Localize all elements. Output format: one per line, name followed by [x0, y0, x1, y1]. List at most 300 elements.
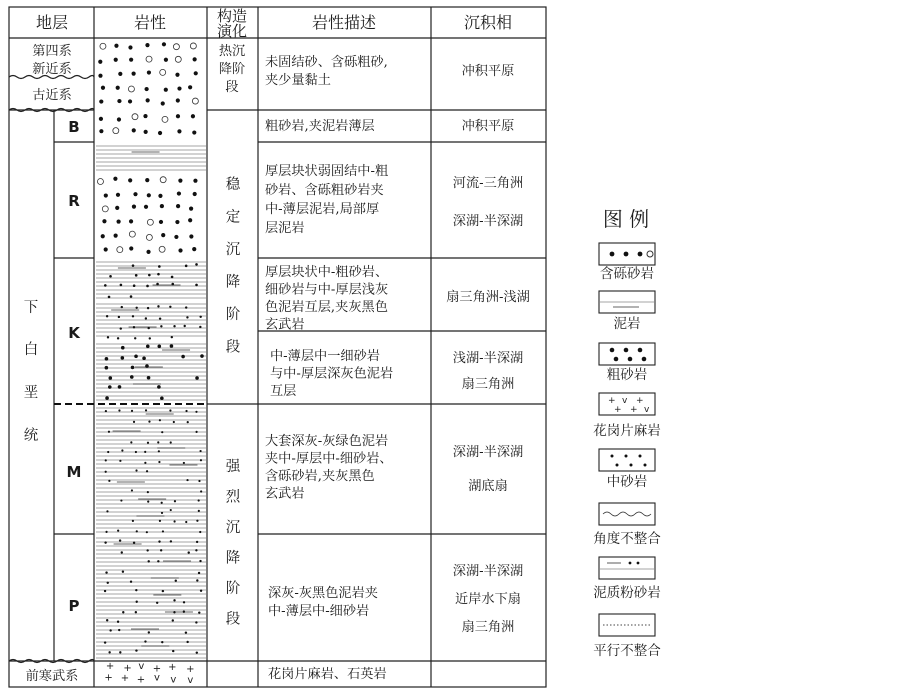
- grain-mark: [199, 326, 201, 328]
- pebble-mark: [160, 69, 166, 75]
- grain-mark: [108, 431, 110, 433]
- grain-mark: [117, 99, 121, 103]
- grain-mark: [160, 396, 164, 400]
- grain-mark: [174, 520, 176, 522]
- grain-mark: [105, 410, 107, 412]
- grain-mark: [146, 250, 150, 254]
- description-line: 玄武岩: [265, 317, 305, 333]
- grain-mark: [189, 234, 193, 238]
- grain-mark: [169, 409, 171, 411]
- legend-grain: [642, 357, 647, 362]
- grain-mark: [118, 316, 120, 318]
- grain-mark: [104, 247, 108, 251]
- description-line: 厚层块状弱固结中-粗: [265, 164, 389, 179]
- grain-mark: [132, 205, 136, 209]
- grain-mark: [196, 651, 198, 653]
- stage-stable: [226, 176, 241, 356]
- grain-mark: [195, 411, 197, 413]
- grain-mark: [176, 114, 180, 118]
- grain-mark: [105, 531, 107, 533]
- grain-mark: [196, 520, 198, 522]
- grain-mark: [128, 178, 132, 182]
- grain-mark: [177, 191, 181, 195]
- grain-mark: [104, 641, 106, 643]
- grain-mark: [106, 619, 108, 621]
- grain-mark: [147, 491, 149, 493]
- grain-mark: [158, 540, 160, 542]
- stage-thermal-line2: 降阶: [218, 62, 246, 77]
- legend-swatch: [599, 343, 655, 365]
- description-line: 夹中-厚层中-细砂岩、: [265, 451, 393, 467]
- facies-label: 近岸水下扇: [455, 592, 521, 607]
- description-line: 含砾砂岩,夹灰黑色: [265, 469, 375, 484]
- legend-grain: [637, 562, 640, 565]
- system-lower-cretaceous-char: 统: [23, 428, 39, 444]
- grain-mark: [109, 629, 111, 631]
- grain-mark: [99, 129, 103, 133]
- grain-mark: [157, 273, 160, 276]
- granite-mark: v: [138, 661, 145, 673]
- granite-mark: v: [187, 674, 194, 686]
- description-line: 中-薄层中一细砂岩: [270, 349, 380, 364]
- pebble-mark: [102, 206, 108, 212]
- grain-mark: [146, 98, 150, 102]
- grain-mark: [186, 316, 188, 318]
- grain-mark: [178, 179, 182, 183]
- grain-mark: [117, 117, 121, 121]
- stage-thermal-line1: 热沉: [218, 44, 246, 59]
- grain-mark: [133, 542, 135, 544]
- grain-mark: [147, 307, 149, 309]
- grain-mark: [170, 441, 172, 443]
- facies-label: 深湖-半深湖: [452, 445, 524, 460]
- grain-mark: [113, 177, 117, 181]
- header-tectonic-line2: 演化: [216, 22, 248, 40]
- grain-mark: [174, 235, 178, 239]
- grain-mark: [118, 385, 122, 389]
- grain-mark: [143, 114, 147, 118]
- grain-mark: [185, 631, 187, 633]
- lithology-column: [96, 42, 206, 686]
- grain-mark: [104, 541, 106, 543]
- grain-mark: [119, 460, 121, 462]
- grain-mark: [192, 247, 196, 251]
- legend-granite: v: [644, 405, 650, 415]
- description-line: 色泥岩互层,夹灰黑色: [265, 300, 388, 315]
- grain-mark: [145, 409, 147, 411]
- grain-mark: [129, 246, 133, 250]
- grain-mark: [104, 590, 106, 592]
- grain-mark: [120, 327, 122, 329]
- grain-mark: [200, 459, 202, 461]
- system-lower-cretaceous-char: 垩: [23, 385, 39, 401]
- grain-mark: [120, 499, 122, 501]
- grain-mark: [128, 45, 132, 49]
- grain-mark: [149, 337, 151, 339]
- grain-mark: [98, 60, 102, 64]
- grain-mark: [121, 551, 123, 553]
- facies-label: 扇三角洲: [461, 377, 515, 392]
- grain-mark: [144, 451, 146, 453]
- granite-mark: v: [170, 674, 177, 686]
- legend-grain: [614, 357, 619, 362]
- grain-mark: [160, 325, 162, 327]
- grain-mark: [108, 376, 112, 380]
- grain-mark: [145, 87, 149, 91]
- grain-mark: [173, 611, 175, 613]
- grain-mark: [119, 651, 121, 653]
- grain-mark: [101, 86, 105, 90]
- grain-mark: [117, 621, 119, 623]
- formations: [67, 118, 82, 615]
- tectonic-stages: [219, 42, 245, 628]
- grain-mark: [104, 284, 107, 287]
- facies-label: 深湖-半深湖: [452, 564, 524, 579]
- description-line: 夹少量黏土: [265, 73, 331, 88]
- header-description: 岩性描述: [311, 13, 377, 32]
- description-line: 中-薄层中-细砂岩: [268, 604, 370, 619]
- grain-mark: [130, 581, 132, 583]
- legend-grain: [644, 464, 647, 467]
- stage-char: 烈: [225, 489, 241, 506]
- grain-mark: [131, 366, 135, 370]
- grain-mark: [114, 234, 118, 238]
- grain-mark: [191, 114, 195, 118]
- grain-mark: [195, 376, 199, 380]
- grain-mark: [132, 72, 136, 76]
- grain-mark: [175, 220, 179, 224]
- legend-label: 含砾砂岩: [600, 266, 654, 282]
- grain-mark: [164, 88, 168, 92]
- legend-label: 平行不整合: [593, 643, 661, 659]
- stage-char: 降: [225, 550, 241, 567]
- grain-mark: [159, 220, 163, 224]
- grain-mark: [133, 284, 136, 287]
- grain-mark: [185, 521, 187, 523]
- description-line: 与中-厚层深灰色泥岩: [270, 366, 394, 382]
- grain-mark: [107, 336, 109, 338]
- grain-mark: [159, 419, 161, 421]
- grain-mark: [161, 641, 163, 643]
- description-line: 中-薄层泥岩,局部厚: [265, 202, 380, 217]
- grain-mark: [158, 461, 160, 463]
- grain-mark: [148, 631, 150, 633]
- grain-mark: [118, 409, 120, 411]
- grain-mark: [187, 421, 189, 423]
- grain-mark: [133, 421, 135, 423]
- description-line: 深灰-灰黑色泥岩夹: [268, 586, 378, 601]
- grain-mark: [195, 284, 198, 287]
- pebble-mark: [100, 43, 106, 49]
- grain-mark: [145, 364, 149, 368]
- grain-mark: [106, 315, 108, 317]
- grain-mark: [121, 449, 123, 451]
- grain-mark: [185, 306, 187, 308]
- stage-strong: [226, 458, 241, 628]
- grain-mark: [183, 462, 185, 464]
- grain-mark: [101, 234, 105, 238]
- grain-mark: [105, 571, 107, 573]
- grain-mark: [144, 130, 148, 134]
- grain-mark: [195, 431, 197, 433]
- grain-mark: [157, 560, 159, 562]
- grain-mark: [159, 317, 161, 319]
- grain-mark: [157, 344, 161, 348]
- grain-mark: [148, 420, 150, 422]
- header-tectonic-line1: 构造: [216, 7, 248, 25]
- granite-mark: +: [168, 662, 177, 674]
- description-line: 玄武岩: [265, 486, 305, 502]
- grain-mark: [144, 205, 148, 209]
- grain-mark: [162, 42, 166, 46]
- grain-mark: [161, 233, 165, 237]
- grain-mark: [148, 274, 151, 277]
- grain-mark: [199, 531, 201, 533]
- pebble-mark: [190, 43, 196, 49]
- grain-mark: [183, 601, 185, 603]
- grain-mark: [146, 531, 148, 533]
- grain-mark: [198, 572, 200, 574]
- pebble-mark: [146, 56, 152, 62]
- grain-mark: [158, 131, 162, 135]
- grain-mark: [175, 580, 177, 582]
- grain-mark: [170, 540, 172, 542]
- grain-mark: [130, 295, 133, 298]
- pebble-mark: [129, 231, 135, 237]
- granite-mark: +: [186, 663, 195, 675]
- formation-r: R: [68, 192, 80, 210]
- grain-mark: [200, 590, 202, 592]
- description-line: 未固结砂、含砾粗砂,: [265, 55, 388, 70]
- formation-k: K: [68, 324, 80, 342]
- grain-mark: [146, 470, 148, 472]
- grain-mark: [107, 451, 109, 453]
- grain-mark: [132, 264, 135, 267]
- pebble-mark: [132, 114, 138, 120]
- grain-mark: [188, 85, 192, 89]
- grain-mark: [161, 512, 163, 514]
- facies-label: 扇三角洲-浅湖: [446, 290, 530, 305]
- grain-mark: [135, 469, 137, 471]
- grain-mark: [161, 431, 163, 433]
- grain-mark: [148, 560, 150, 562]
- legend: [593, 207, 661, 659]
- facies-label: 浅湖-半深湖: [452, 351, 524, 366]
- grain-mark: [130, 441, 132, 443]
- grain-mark: [193, 192, 197, 196]
- formation-p: P: [68, 597, 80, 615]
- grain-mark: [173, 599, 175, 601]
- grain-mark: [132, 128, 136, 132]
- grain-mark: [199, 560, 201, 562]
- grain-mark: [136, 530, 138, 532]
- legend-granite: +: [614, 405, 622, 415]
- grain-mark: [161, 101, 165, 105]
- legend-label: 泥岩: [613, 316, 641, 332]
- grain-mark: [132, 520, 134, 522]
- legend-grain: [629, 562, 632, 565]
- stage-char: 沉: [225, 242, 241, 258]
- facies-label: 河流-三角洲: [452, 176, 524, 191]
- grain-mark: [198, 499, 200, 501]
- legend-granite: +: [630, 405, 638, 415]
- grain-mark: [147, 376, 151, 380]
- legend-label: 花岗片麻岩: [593, 423, 661, 439]
- grain-mark: [157, 441, 159, 443]
- grain-mark: [122, 611, 124, 613]
- facies-label: 湖底扇: [468, 479, 508, 494]
- grain-mark: [122, 571, 124, 573]
- grain-mark: [162, 590, 164, 592]
- grain-mark: [108, 296, 111, 299]
- legend-swatch: [599, 449, 655, 471]
- grain-mark: [107, 582, 109, 584]
- grain-mark: [199, 450, 201, 452]
- description-line: 互层: [270, 384, 297, 399]
- pebble-mark: [146, 234, 152, 240]
- grain-mark: [183, 611, 185, 613]
- grain-mark: [177, 86, 181, 90]
- grain-mark: [135, 274, 138, 277]
- granite-mark: +: [123, 662, 132, 674]
- system-lower-cretaceous-char: 下: [23, 300, 39, 316]
- grain-mark: [147, 193, 151, 197]
- grain-mark: [99, 99, 103, 103]
- grain-mark: [174, 500, 176, 502]
- grain-mark: [164, 58, 168, 62]
- header-lithology: 岩性: [133, 13, 167, 32]
- formation-b: B: [68, 118, 80, 136]
- grain-mark: [121, 306, 123, 308]
- legend-label: 泥质粉砂岩: [593, 585, 661, 601]
- grain-mark: [106, 510, 108, 512]
- grain-mark: [181, 355, 185, 359]
- table-grid: [9, 7, 546, 687]
- grain-mark: [144, 462, 146, 464]
- facies: [446, 63, 530, 635]
- granite-mark: +: [120, 672, 130, 684]
- pebble-mark: [117, 247, 123, 253]
- grain-mark: [186, 641, 188, 643]
- grain-mark: [105, 459, 107, 461]
- grain-mark: [102, 219, 106, 223]
- grain-mark: [170, 509, 172, 511]
- grain-mark: [116, 193, 120, 197]
- grain-mark: [136, 601, 138, 603]
- pebble-mark: [160, 177, 166, 183]
- grain-mark: [109, 275, 112, 278]
- pebble-mark: [128, 86, 134, 92]
- grain-mark: [156, 602, 158, 604]
- pebble-mark: [192, 98, 198, 104]
- grain-mark: [185, 410, 187, 412]
- grain-mark: [146, 549, 148, 551]
- description-line: 大套深灰-灰绿色泥岩: [265, 434, 389, 449]
- granite-mark: +: [152, 663, 162, 675]
- grain-mark: [135, 611, 137, 613]
- grain-mark: [184, 325, 186, 327]
- grain-mark: [147, 327, 149, 329]
- stage-char: 定: [225, 209, 241, 226]
- grain-mark: [131, 489, 133, 491]
- grain-mark: [193, 57, 197, 61]
- legend-title: 图 例: [602, 207, 650, 231]
- legend-grain: [611, 455, 614, 458]
- stage-char: 降: [225, 274, 241, 291]
- legend-grain: [610, 348, 615, 353]
- grain-mark: [128, 99, 132, 103]
- grain-mark: [118, 72, 122, 76]
- description-line: 厚层块状中-粗砂岩、: [265, 265, 389, 280]
- stage-char: 阶: [225, 581, 241, 597]
- grain-mark: [194, 71, 198, 75]
- grain-mark: [108, 480, 110, 482]
- grain-mark: [157, 385, 161, 389]
- grain-mark: [161, 502, 163, 504]
- grain-mark: [195, 263, 198, 266]
- grain-mark: [108, 385, 112, 389]
- legend-granite: +: [608, 396, 616, 406]
- grain-mark: [116, 219, 120, 223]
- grain-mark: [145, 178, 149, 182]
- system-paleogene: 古近系: [32, 88, 72, 103]
- grain-mark: [157, 305, 159, 307]
- grain-mark: [145, 43, 149, 47]
- description-line: 细砂岩与中-厚层浅灰: [265, 282, 389, 298]
- grain-mark: [104, 193, 108, 197]
- grain-mark: [135, 589, 137, 591]
- grain-mark: [186, 479, 188, 481]
- grain-mark: [146, 285, 149, 288]
- grain-mark: [133, 192, 137, 196]
- grain-mark: [177, 129, 181, 133]
- granite-mark: +: [105, 661, 115, 673]
- stage-char: 强: [225, 459, 241, 475]
- legend-grain: [616, 464, 619, 467]
- grain-mark: [99, 117, 103, 121]
- legend-grain: [624, 348, 629, 353]
- stage-char: 稳: [225, 177, 241, 193]
- legend-grain: [624, 252, 629, 257]
- stage-char: 沉: [225, 520, 241, 536]
- grain-mark: [198, 611, 200, 613]
- grain-mark: [198, 510, 200, 512]
- legend-grain: [610, 252, 615, 257]
- legend-label: 粗砂岩: [606, 367, 648, 383]
- grain-mark: [98, 74, 102, 78]
- grain-mark: [147, 501, 149, 503]
- grain-mark: [173, 325, 175, 327]
- grain-mark: [108, 651, 110, 653]
- grain-mark: [189, 207, 193, 211]
- legend-granite: v: [622, 396, 628, 406]
- grain-mark: [105, 396, 109, 400]
- pebble-mark: [173, 44, 179, 50]
- grain-mark: [173, 421, 175, 423]
- grain-mark: [160, 204, 164, 208]
- grain-mark: [176, 204, 180, 208]
- pebble-mark: [162, 116, 168, 122]
- grain-mark: [105, 366, 109, 370]
- grain-mark: [200, 354, 204, 358]
- legend-grain: [630, 464, 633, 467]
- legend-grain: [639, 455, 642, 458]
- strata-systems: [24, 43, 79, 684]
- legend-grain: [638, 252, 643, 257]
- grain-mark: [114, 44, 118, 48]
- grain-mark: [192, 130, 196, 134]
- description-line: 砂岩、含砾粗砂岩夹: [265, 183, 384, 198]
